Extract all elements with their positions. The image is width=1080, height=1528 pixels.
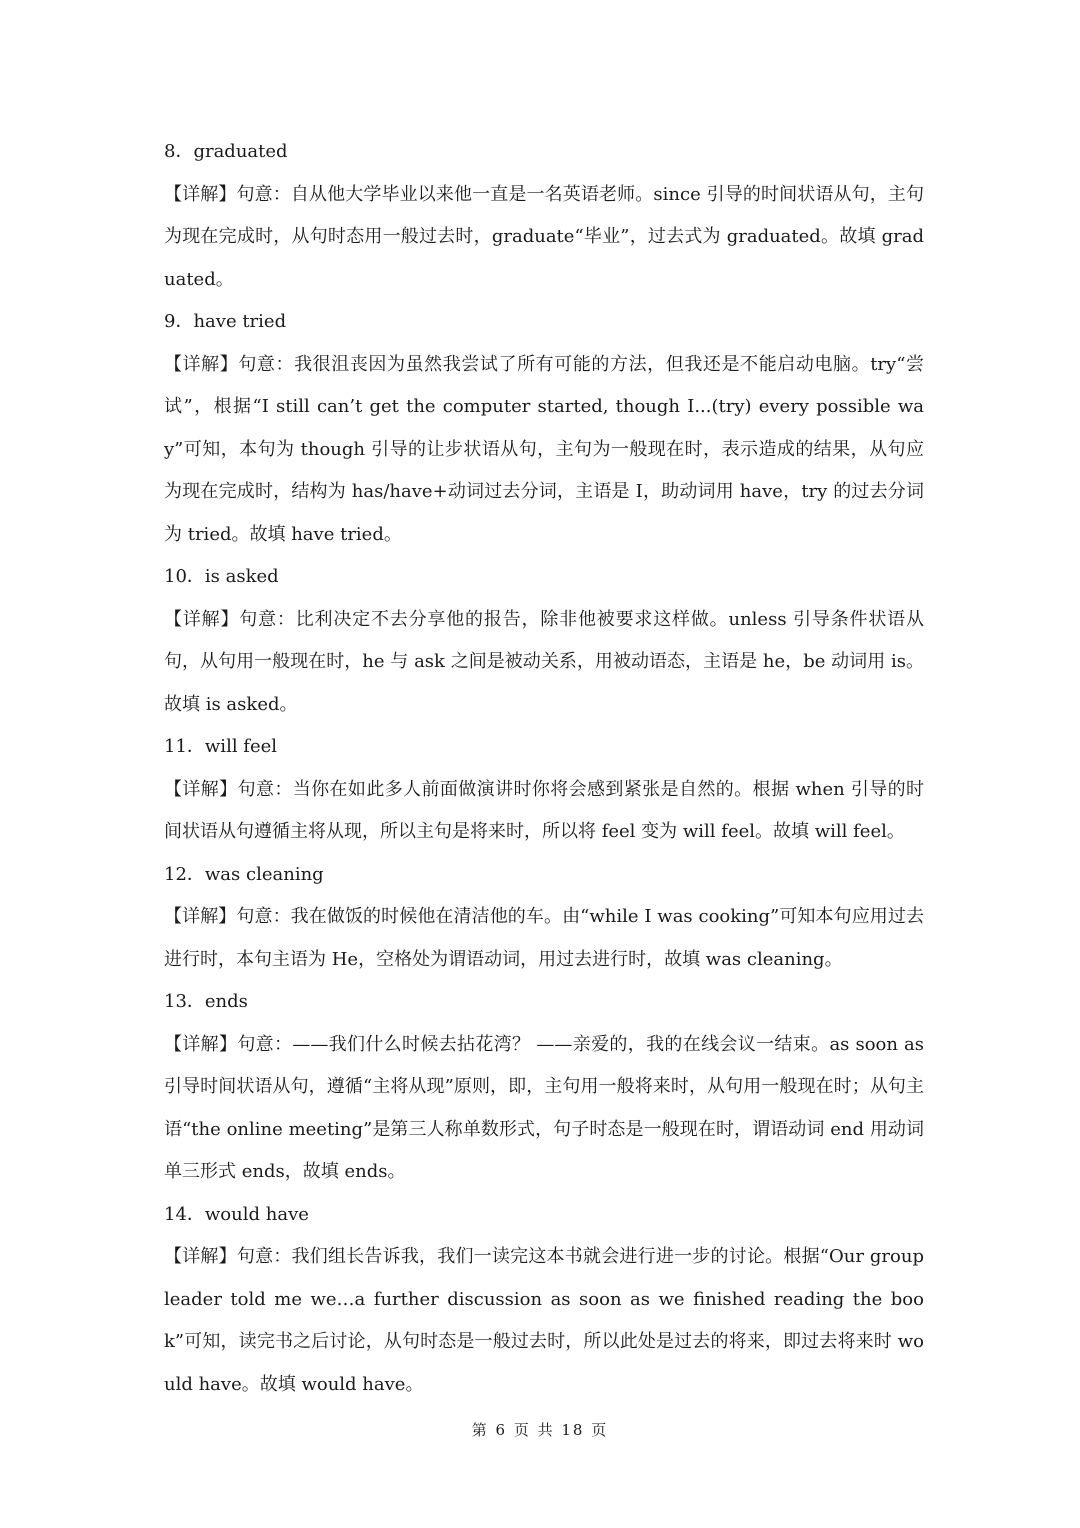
explanation-paragraph: 【详解】句意：当你在如此多人前面做演讲时你将会感到紧张是自然的。根据 when 引导的时间状语从句遵循主将从现，所以主句是将来时，所以将 feel 变为 will feel。故填 will feel。 xyxy=(164,778,924,842)
answer-item-11 xyxy=(164,726,924,854)
answer-line: 9．have tried xyxy=(164,311,287,332)
answer-item-10 xyxy=(164,556,924,726)
explanation-paragraph: 【详解】句意：自从他大学毕业以来他一直是一名英语老师。since 引导的时间状语从句，主句为现在完成时，从句时态用一般过去时，graduate“毕业”，过去式为 graduated。故填 graduated。 xyxy=(164,183,924,290)
answer-item-12 xyxy=(164,854,924,982)
answer-line: 14．would have xyxy=(164,1203,309,1225)
explanation-paragraph: 【详解】句意：我们组长告诉我，我们一读完这本书就会进行进一步的讨论。根据“Our group leader told me we…a further discussion as soon as we finished reading the book”可知，读完书之后讨论，从句时态是一般过去时，所以此处是过去的将来，即过去将来时 would have。故填 would have。 xyxy=(164,1246,924,1395)
answer-item-8 xyxy=(164,131,924,301)
explanation-paragraph: 【详解】句意：——我们什么时候去拈花湾？ ——亲爱的，我的在线会议一结束。as soon as 引导时间状语从句，遵循“主将从现”原则，即，主句用一般将来时，从句用一般现在时；从句主语“the online meeting”是第三人称单数形式，句子时态是一般现在时，谓语动词 end 用动词单三形式 ends，故填 ends。 xyxy=(164,1033,924,1182)
answer-item-14 xyxy=(164,1194,924,1407)
answer-line: 12．was cleaning xyxy=(164,863,324,885)
answer-line: 8．graduated xyxy=(164,141,288,162)
answer-line: 10．is asked xyxy=(164,566,279,587)
explanation-paragraph: 【详解】句意：我在做饭的时候他在清洁他的车。由“while I was cooking”可知本句应用过去进行时，本句主语为 He，空格处为谓语动词，用过去进行时，故填 was cleaning。 xyxy=(164,906,924,970)
answer-item-13 xyxy=(164,981,924,1194)
answer-item-9 xyxy=(164,301,924,556)
answer-line: 11．will feel xyxy=(164,736,278,757)
answer-line: 13．ends xyxy=(164,991,248,1012)
explanation-paragraph: 【详解】句意：比利决定不去分享他的报告，除非他被要求这样做。unless 引导条件状语从句，从句用一般现在时，he 与 ask 之间是被动关系，用被动语态，主语是 he，be 动词用 is。故填 is asked。 xyxy=(164,608,924,715)
explanation-paragraph: 【详解】句意：我很沮丧因为虽然我尝试了所有可能的方法，但我还是不能启动电脑。try“尝试”，根据“I still can’t get the computer started, though I...(try) every possible way”可知，本句为 though 引导的让步状语从句，主句为一般现在时，表示造成的结果，从句应为现在完成时，结构为 has/have+动词过去分词，主语是 I，助动词用 have，try 的过去分词为 tried。故填 have tried。 xyxy=(164,353,924,545)
page-footer: 第 6 页 共 18 页 xyxy=(471,1421,609,1439)
answer-list xyxy=(164,131,924,1406)
